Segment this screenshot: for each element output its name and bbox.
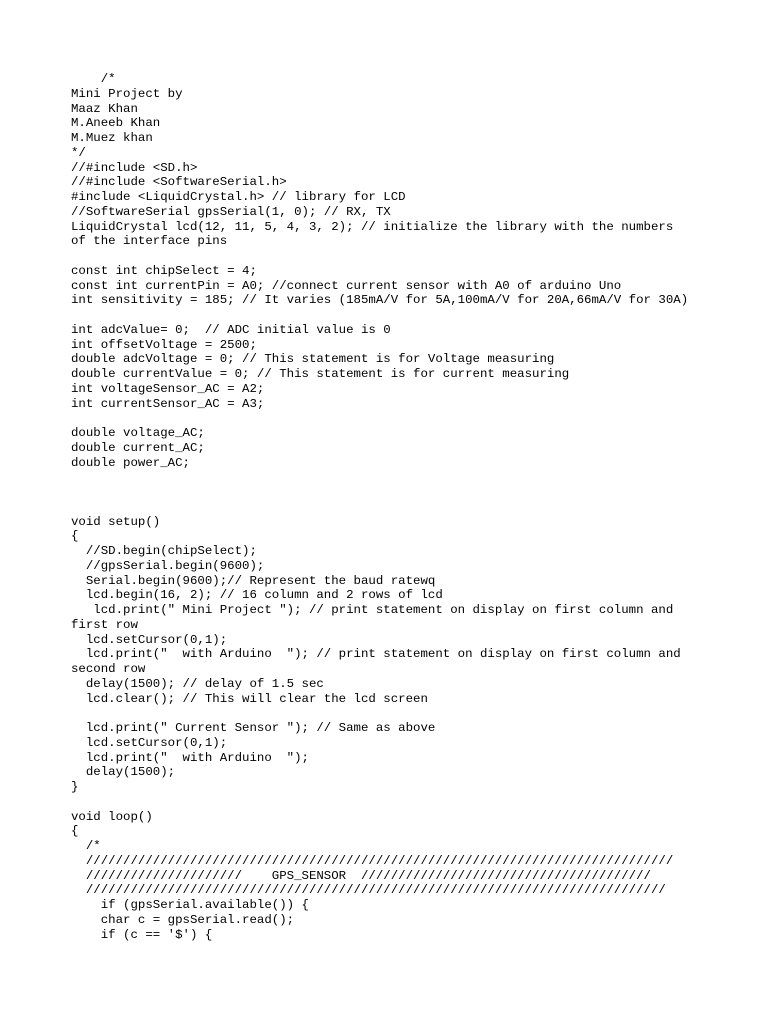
code-line: */ [71, 145, 86, 160]
code-line: Maaz Khan [71, 101, 138, 116]
code-line: lcd.setCursor(0,1); [71, 632, 228, 647]
code-line: void setup() [71, 514, 161, 529]
code-line: lcd.clear(); // This will clear the lcd screen [71, 691, 428, 706]
code-line: char c = gpsSerial.read(); [71, 912, 295, 927]
code-line: delay(1500); // delay of 1.5 sec [71, 676, 324, 691]
code-line: /////////////////////////////////////////////////////////////////////////////// [71, 853, 674, 868]
code-line: second row [71, 662, 146, 676]
code-line: lcd.print(" Mini Project "); // print statement on display on first column and [71, 603, 674, 617]
code-line [71, 411, 751, 426]
code-line: ////////////////////////////////////////////////////////////////////////////// [71, 883, 666, 898]
code-line: { [71, 529, 79, 544]
code-line: M.Aneeb Khan [71, 116, 161, 131]
code-line: //#include <SoftwareSerial.h> [71, 175, 287, 190]
code-line [71, 308, 751, 323]
code-line: ///////////////////// GPS_SENSOR /////////////////////////////////////// [71, 868, 651, 883]
code-line [71, 249, 751, 264]
code-line: //gpsSerial.begin(9600); [71, 558, 265, 573]
code-line: of the interface pins [71, 234, 228, 249]
code-line: double currentValue = 0; // This statement is for current measuring [71, 367, 570, 381]
code-line [71, 485, 751, 500]
code-line: } [71, 780, 79, 794]
code-line: lcd.begin(16, 2); // 16 column and 2 rows of lcd [71, 588, 443, 603]
code-line: if (c == '$') { [71, 927, 213, 942]
code-line [71, 706, 751, 721]
code-line: //SoftwareSerial gpsSerial(1, 0); // RX, TX [71, 204, 391, 219]
code-line: double voltage_AC; [71, 426, 205, 440]
code-listing [71, 72, 751, 942]
code-line: delay(1500); [71, 765, 176, 780]
code-line: #include <LiquidCrystal.h> // library for LCD [71, 190, 406, 204]
code-line: Serial.begin(9600);// Represent the baud ratewq [71, 573, 436, 588]
code-line [71, 470, 751, 485]
code-line: int currentSensor_AC = A3; [71, 396, 265, 411]
code-line: double current_AC; [71, 440, 205, 455]
code-line: M.Muez khan [71, 131, 153, 145]
code-line: double power_AC; [71, 455, 190, 470]
code-line: /* [71, 839, 101, 853]
code-line: int voltageSensor_AC = A2; [71, 381, 265, 396]
code-line: /* [71, 72, 116, 86]
code-line: int adcValue= 0; // ADC initial value is 0 [71, 322, 391, 337]
code-line: lcd.setCursor(0,1); [71, 735, 228, 750]
code-line: double adcVoltage = 0; // This statement is for Voltage measuring [71, 352, 555, 367]
code-line: int offsetVoltage = 2500; [71, 337, 257, 352]
code-line: const int chipSelect = 4; [71, 263, 257, 278]
code-line: first row [71, 617, 138, 632]
code-line: lcd.print(" Current Sensor "); // Same as above [71, 721, 436, 735]
code-line [71, 500, 751, 515]
code-line [71, 795, 751, 810]
code-line: { [71, 824, 79, 839]
code-line: lcd.print(" with Arduino "); // print statement on display on first column and [71, 647, 681, 662]
code-line: //#include <SD.h> [71, 160, 198, 175]
code-line: LiquidCrystal lcd(12, 11, 5, 4, 3, 2); // initialize the library with the numbers [71, 219, 674, 234]
code-line: void loop() [71, 809, 153, 824]
code-line: int sensitivity = 185; // It varies (185mA/V for 5A,100mA/V for 20A,66mA/V for 30A) [71, 293, 689, 308]
code-line: const int currentPin = A0; //connect current sensor with A0 of arduino Uno [71, 278, 622, 293]
code-line: Mini Project by [71, 86, 183, 101]
code-line: //SD.begin(chipSelect); [71, 544, 257, 558]
code-line: if (gpsSerial.available()) { [71, 898, 309, 912]
code-line: lcd.print(" with Arduino "); [71, 750, 309, 765]
